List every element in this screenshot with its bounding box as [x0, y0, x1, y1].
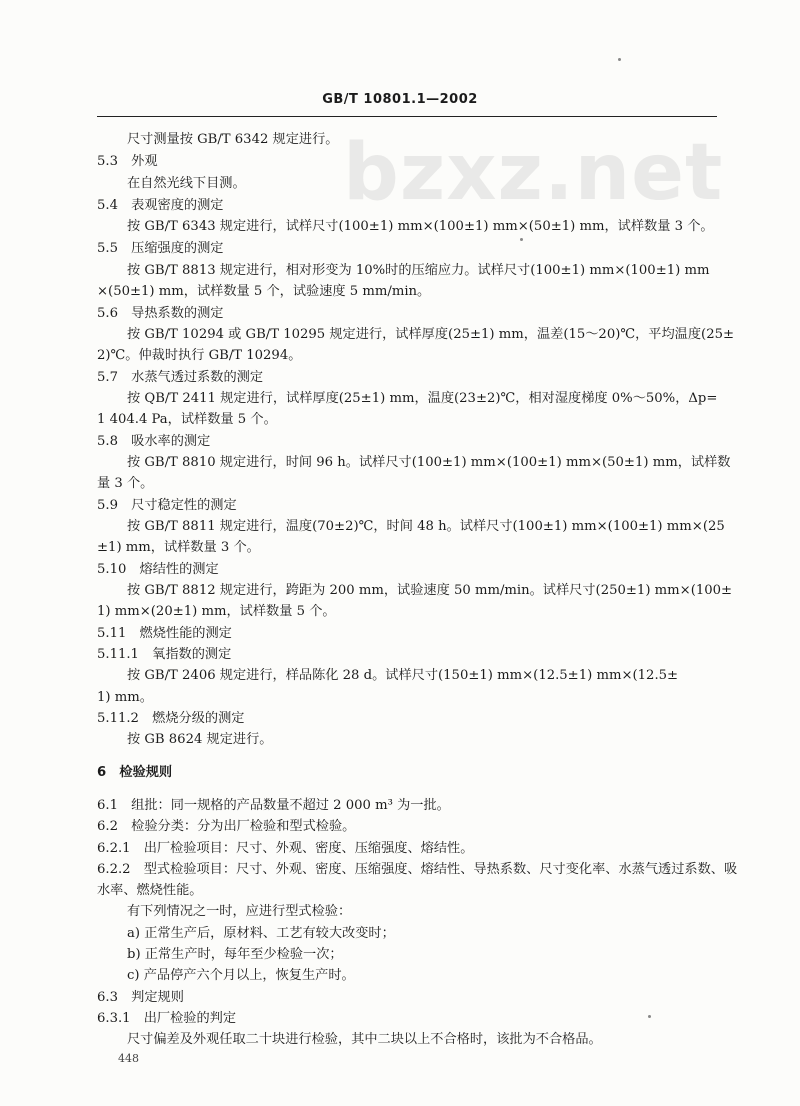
chapter-heading: 6 检验规则 — [97, 765, 173, 780]
text-line: 按 GB/T 8811 规定进行，温度(70±2)℃，时间 48 h。试样尺寸(100±1) mm×(100±1) mm×(25 — [127, 519, 725, 534]
section-heading: 5.11.1 氧指数的测定 — [97, 647, 232, 662]
page-number: 448 — [118, 1052, 139, 1065]
text-line: 水率、燃烧性能。 — [97, 883, 203, 898]
header-rule — [97, 116, 717, 117]
text-line: 按 QB/T 2411 规定进行，试样厚度(25±1) mm，温度(23±2)℃，相对湿度梯度 0%～50%，Δp= — [127, 391, 718, 406]
text-line: ±1) mm，试样数量 3 个。 — [97, 540, 260, 555]
scan-speck — [520, 238, 523, 241]
watermark: bzxz.net — [343, 128, 724, 218]
text-line: 按 GB/T 10294 或 GB/T 10295 规定进行，试样厚度(25±1) mm，温差(15～20)℃，平均温度(25± — [127, 327, 735, 342]
text-line: 按 GB/T 2406 规定进行，样品陈化 28 d。试样尺寸(150±1) mm×(12.5±1) mm×(12.5± — [127, 668, 679, 683]
scan-speck — [618, 58, 621, 61]
section-heading: 5.10 熔结性的测定 — [97, 562, 219, 577]
text-line: 6.2.2 型式检验项目：尺寸、外观、密度、压缩强度、熔结性、导热系数、尺寸变化率、水蒸气透过系数、吸 — [97, 862, 738, 877]
text-line: 按 GB 8624 规定进行。 — [127, 732, 273, 747]
section-heading: 6.3.1 出厂检验的判定 — [97, 1011, 237, 1026]
text-line: 按 GB/T 6343 规定进行，试样尺寸(100±1) mm×(100±1) mm×(50±1) mm，试样数量 3 个。 — [127, 219, 714, 234]
text-line: 在自然光线下目测。 — [127, 176, 246, 191]
text-line: 1) mm×(20±1) mm，试样数量 5 个。 — [97, 604, 336, 619]
page-header: GB/T 10801.1—2002 — [322, 92, 478, 107]
text-line: 6.1 组批：同一规格的产品数量不超过 2 000 m³ 为一批。 — [97, 798, 450, 813]
section-heading: 5.8 吸水率的测定 — [97, 434, 211, 449]
section-heading: 5.4 表观密度的测定 — [97, 198, 224, 213]
list-item: b) 正常生产时，每年至少检验一次； — [127, 947, 343, 962]
text-line: 按 GB/T 8813 规定进行，相对形变为 10%时的压缩应力。试样尺寸(100±1) mm×(100±1) mm — [127, 263, 710, 278]
text-line: 按 GB/T 8812 规定进行，跨距为 200 mm，试验速度 50 mm/min。试样尺寸(250±1) mm×(100± — [127, 583, 733, 598]
text-line: 6.2.1 出厂检验项目：尺寸、外观、密度、压缩强度、熔结性。 — [97, 841, 474, 856]
section-heading: 5.11.2 燃烧分级的测定 — [97, 711, 245, 726]
list-item: a) 正常生产后，原材料、工艺有较大改变时； — [127, 926, 395, 941]
section-heading: 5.11 燃烧性能的测定 — [97, 626, 232, 641]
section-heading: 5.6 导热系数的测定 — [97, 306, 224, 321]
text-line: 2)℃。仲裁时执行 GB/T 10294。 — [97, 348, 302, 363]
section-heading: 5.3 外观 — [97, 154, 158, 169]
section-heading: 5.7 水蒸气透过系数的测定 — [97, 370, 264, 385]
scan-speck — [648, 1015, 651, 1018]
section-heading: 6.3 判定规则 — [97, 990, 184, 1005]
text-line: 1) mm。 — [97, 690, 153, 705]
text-line: 尺寸测量按 GB/T 6342 规定进行。 — [127, 132, 339, 147]
text-line: 有下列情况之一时，应进行型式检验： — [127, 904, 352, 919]
list-item: c) 产品停产六个月以上，恢复生产时。 — [127, 968, 355, 983]
text-line: ×(50±1) mm，试样数量 5 个，试验速度 5 mm/min。 — [97, 284, 431, 299]
section-heading: 5.5 压缩强度的测定 — [97, 241, 224, 256]
text-line: 量 3 个。 — [97, 476, 154, 491]
text-line: 6.2 检验分类：分为出厂检验和型式检验。 — [97, 819, 356, 834]
text-line: 1 404.4 Pa，试样数量 5 个。 — [97, 412, 277, 427]
section-heading: 5.9 尺寸稳定性的测定 — [97, 498, 237, 513]
text-line: 尺寸偏差及外观任取二十块进行检验，其中二块以上不合格时，该批为不合格品。 — [127, 1032, 602, 1047]
text-line: 按 GB/T 8810 规定进行，时间 96 h。试样尺寸(100±1) mm×(100±1) mm×(50±1) mm，试样数 — [127, 455, 731, 470]
